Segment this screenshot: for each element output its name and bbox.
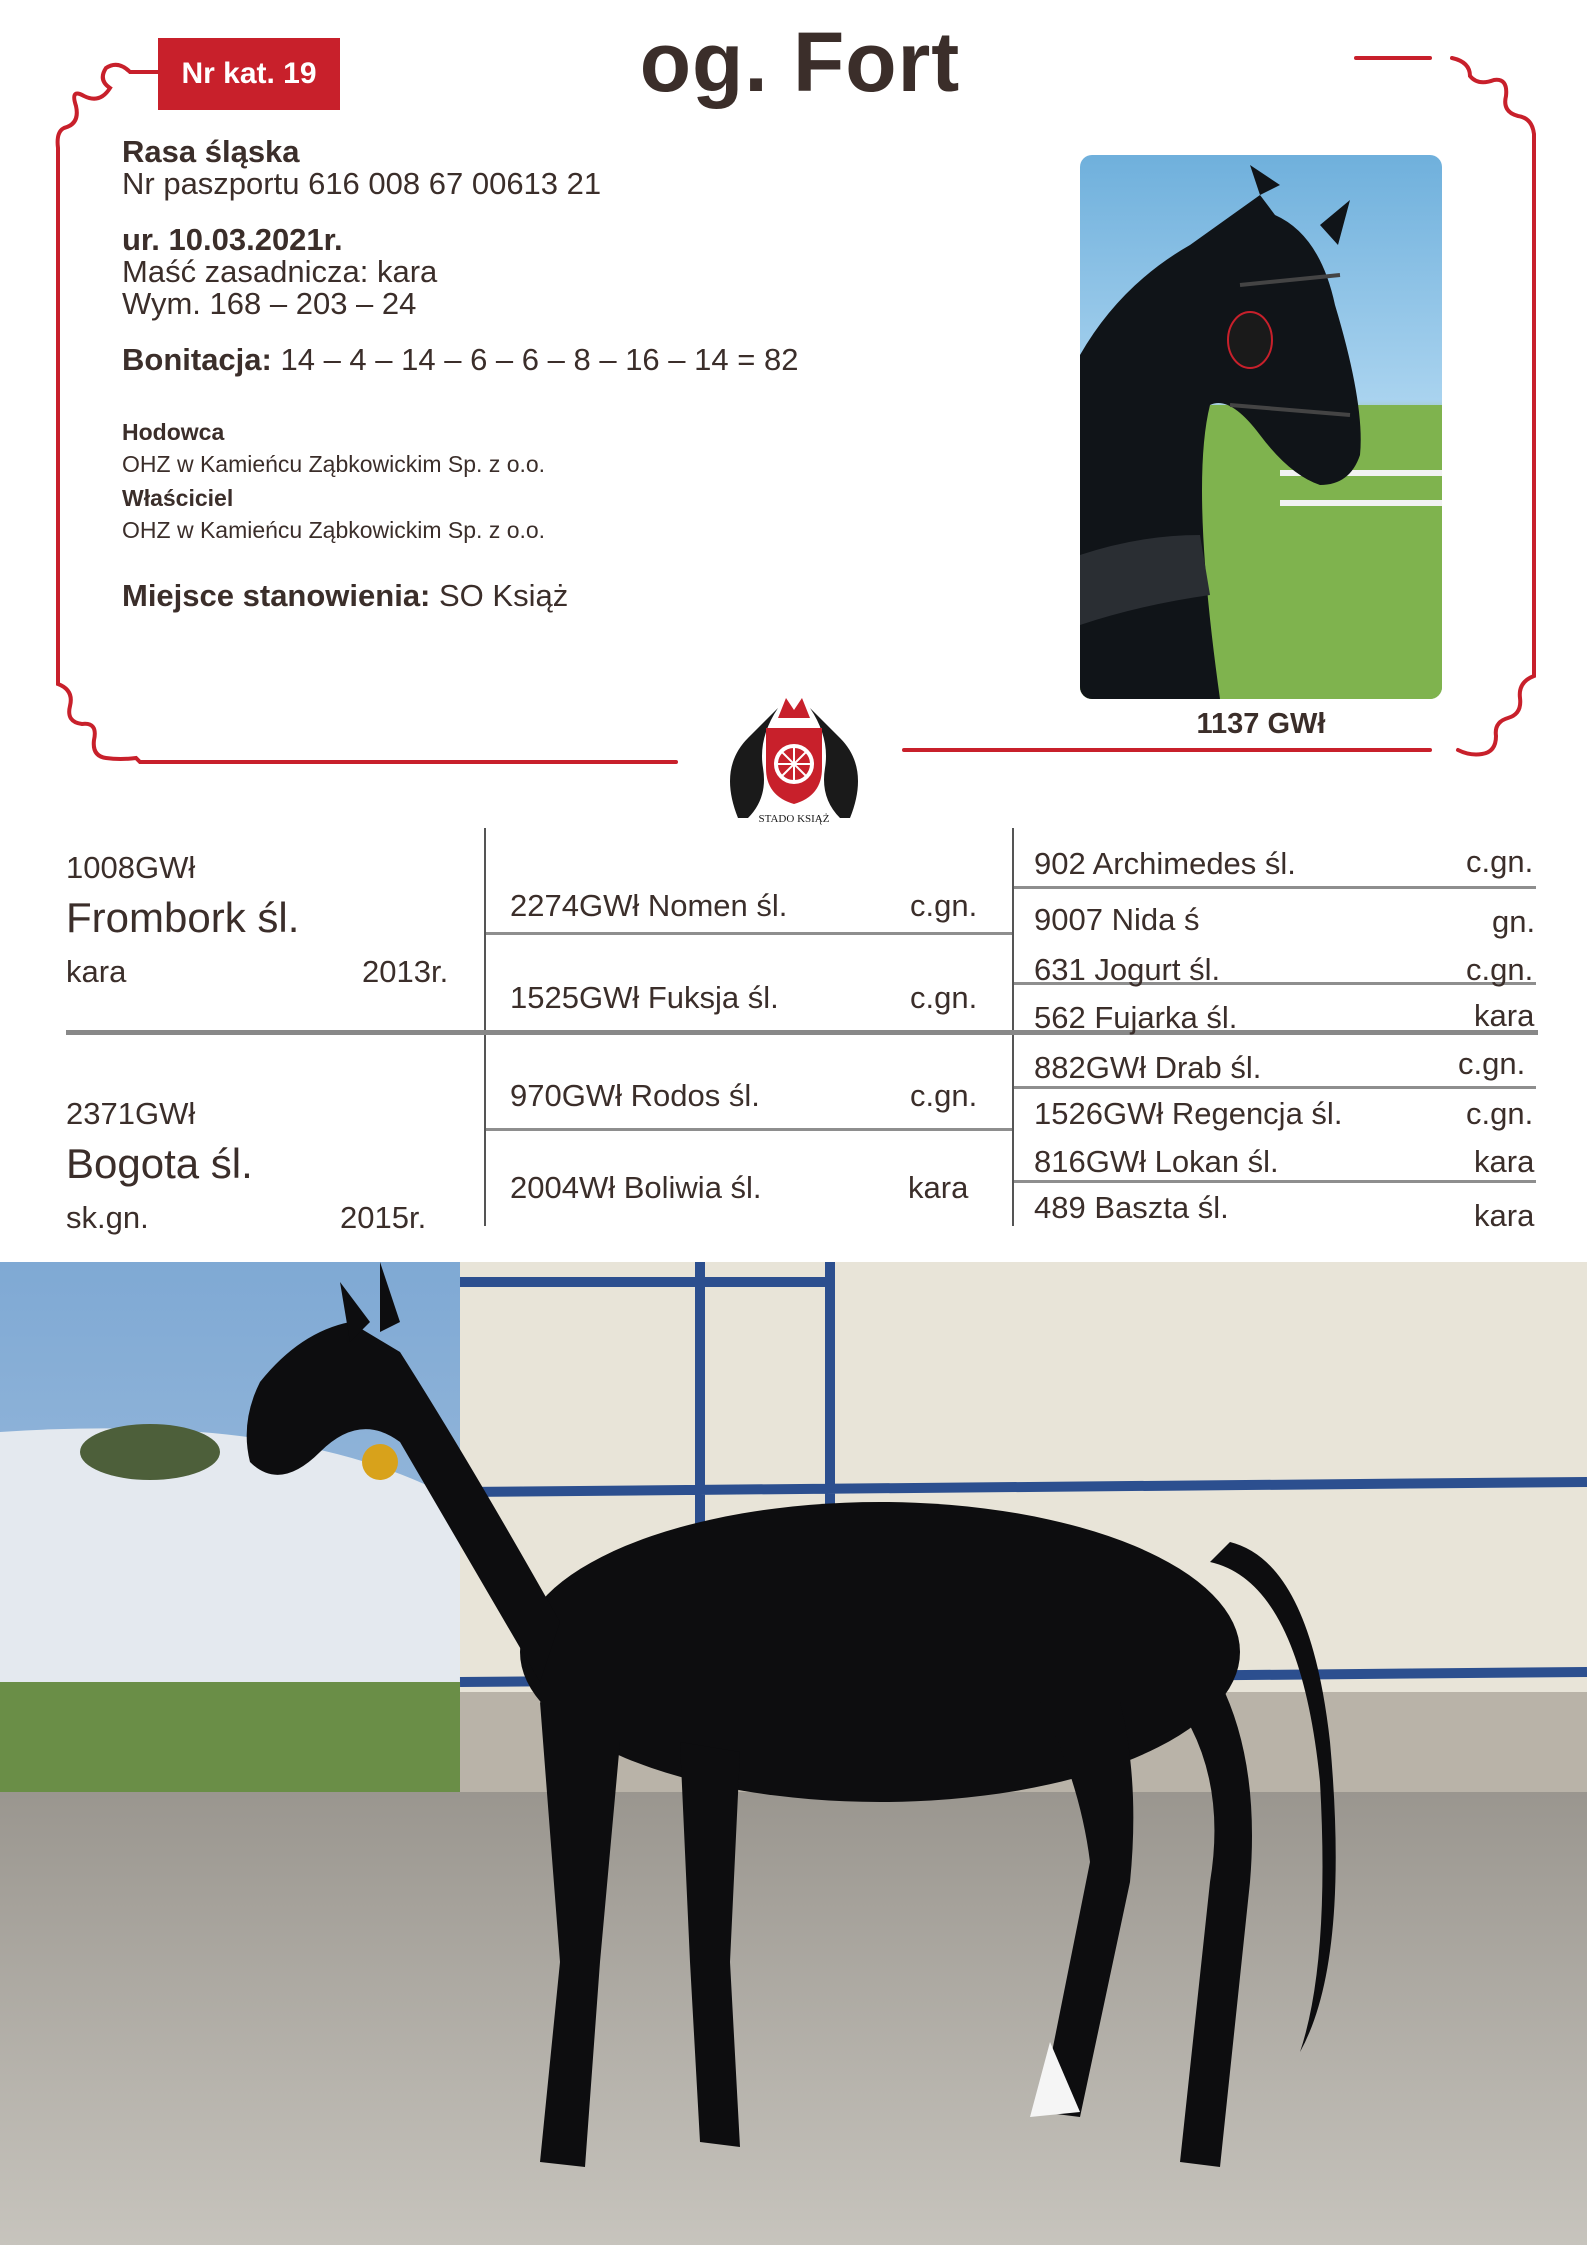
stationing-value: SO Książ — [430, 578, 569, 613]
owner-label: Właściciel — [122, 485, 234, 511]
ancestor-8: 489 Baszta śl. — [1034, 1190, 1229, 1225]
granddam-maternal-colour: kara — [908, 1170, 969, 1205]
ancestor-6-colour: c.gn. — [1466, 1096, 1534, 1131]
ancestor-6: 1526GWł Regencja śl. — [1034, 1096, 1343, 1131]
dam-number: 2371GWł — [66, 1096, 196, 1131]
passport-number: Nr paszportu 616 008 67 00613 21 — [122, 166, 602, 201]
stationing-place — [122, 580, 568, 612]
ancestor-4-colour: kara — [1474, 998, 1535, 1033]
ancestor-3-colour: c.gn. — [1466, 952, 1534, 987]
bonitation-label: Bonitacja: — [122, 342, 272, 377]
grandsire-paternal: 2274GWł Nomen śl. — [510, 888, 788, 923]
granddam-paternal: 1525GWł Fuksja śl. — [510, 980, 779, 1015]
stationing-label: Miejsce stanowienia: — [122, 578, 431, 613]
ancestor-1: 902 Archimedes śl. — [1034, 846, 1296, 881]
owner-value: OHZ w Kamieńcu Ząbkowickim Sp. z o.o. — [122, 517, 546, 543]
ancestor-1-colour: c.gn. — [1466, 844, 1534, 879]
ancestor-7: 816GWł Lokan śl. — [1034, 1144, 1279, 1179]
ancestor-3: 631 Jogurt śl. — [1034, 952, 1221, 987]
granddam-paternal-colour: c.gn. — [910, 980, 978, 1015]
horse-head-photo — [1080, 155, 1442, 699]
dam-year: 2015r. — [340, 1200, 427, 1235]
breeder-label: Hodowca — [122, 419, 225, 445]
grandsire-maternal-colour: c.gn. — [910, 1078, 978, 1113]
ancestor-4: 562 Fujarka śl. — [1034, 1000, 1238, 1035]
dam-colour: sk.gn. — [66, 1200, 149, 1235]
ancestor-5-colour: c.gn. — [1458, 1046, 1526, 1081]
coat-colour: Maść zasadnicza: kara — [122, 254, 438, 289]
ancestor-2-colour: gn. — [1492, 904, 1536, 939]
granddam-maternal: 2004Wł Boliwia śl. — [510, 1170, 762, 1205]
horse-full-body-photo — [0, 1262, 1587, 2245]
sire-number: 1008GWł — [66, 850, 196, 885]
stud-logo — [708, 678, 880, 828]
birth-date: ur. 10.03.2021r. — [122, 222, 343, 257]
grandsire-maternal: 970GWł Rodos śl. — [510, 1078, 760, 1113]
head-photo-caption: 1137 GWł — [1196, 708, 1326, 740]
logo-text: STADO KSIĄŻ — [758, 813, 830, 825]
sire-year: 2013r. — [362, 954, 449, 989]
ancestor-2: 9007 Nida ś — [1034, 902, 1200, 937]
sire-name: Frombork śl. — [66, 894, 300, 941]
ancestor-8-colour: kara — [1474, 1198, 1535, 1233]
ancestor-7-colour: kara — [1474, 1144, 1535, 1179]
sire-colour: kara — [66, 954, 127, 989]
catalog-number-badge: Nr kat. 19 — [158, 38, 340, 110]
breed: Rasa śląska — [122, 134, 300, 169]
horse-name-title: og. Fort — [639, 15, 961, 109]
breeder-value: OHZ w Kamieńcu Ząbkowickim Sp. z o.o. — [122, 451, 546, 477]
measurements: Wym. 168 – 203 – 24 — [122, 286, 417, 321]
grandsire-paternal-colour: c.gn. — [910, 888, 978, 923]
bonitation-value: 14 – 4 – 14 – 6 – 6 – 8 – 16 – 14 = 82 — [271, 342, 799, 377]
ancestor-5: 882GWł Drab śl. — [1034, 1050, 1262, 1085]
bonitation — [122, 344, 798, 376]
dam-name: Bogota śl. — [66, 1140, 253, 1187]
